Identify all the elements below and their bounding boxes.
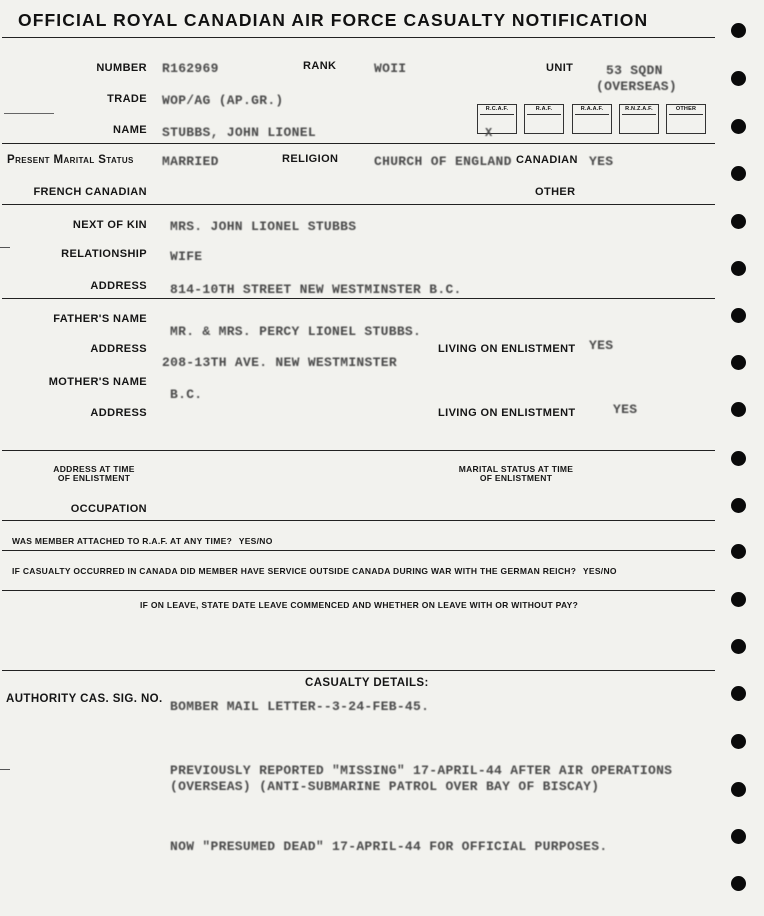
value-mother-address-cont: B.C. xyxy=(170,387,203,402)
punch-hole xyxy=(731,23,746,38)
force-box-rcaf xyxy=(477,104,517,134)
value-casualty-line1: PREVIOUSLY REPORTED "MISSING" 17-APRIL-44 AFTER AIR OPERATIONS xyxy=(170,763,673,778)
label-fathers-name: FATHER'S NAME xyxy=(53,313,147,325)
force-mark: X xyxy=(485,126,493,140)
punch-hole xyxy=(731,402,746,417)
label-line: OF ENLISTMENT xyxy=(57,473,131,483)
label-line: ADDRESS AT TIME xyxy=(53,464,135,474)
label-rank: RANK xyxy=(303,60,337,72)
margin-mark xyxy=(4,113,54,114)
divider xyxy=(2,37,715,38)
divider xyxy=(2,670,715,671)
value-relationship: WIFE xyxy=(170,249,203,264)
punch-hole xyxy=(731,451,746,466)
divider xyxy=(2,550,715,551)
punch-hole xyxy=(731,876,746,891)
value-unit-line1: 53 SQDN xyxy=(606,63,663,78)
label-father-address: ADDRESS xyxy=(90,343,147,355)
divider xyxy=(2,298,715,299)
force-box-raaf xyxy=(572,104,612,134)
label-religion: RELIGION xyxy=(282,153,339,165)
label-mothers-name: MOTHER'S NAME xyxy=(48,376,147,388)
punch-hole xyxy=(731,592,746,607)
value-father-living: YES xyxy=(589,338,614,353)
label-canadian: CANADIAN xyxy=(516,154,578,166)
force-box-other xyxy=(666,104,706,134)
leave-question: IF ON LEAVE, STATE DATE LEAVE COMMENCED AND WHETHER ON LEAVE WITH OR WITHOUT PAY? xyxy=(140,600,579,610)
value-casualty-line3: NOW "PRESUMED DEAD" 17-APRIL-44 FOR OFFICIAL PURPOSES. xyxy=(170,839,608,854)
punch-hole xyxy=(731,261,746,276)
label-line: MARITAL STATUS AT TIME xyxy=(458,464,574,474)
label-next-of-kin: NEXT OF KIN xyxy=(72,219,147,231)
label-marital-status: Present Marital Status xyxy=(7,154,134,166)
value-canadian: YES xyxy=(589,154,614,169)
punch-hole xyxy=(731,829,746,844)
divider xyxy=(2,590,715,591)
value-authority: BOMBER MAIL LETTER--3-24-FEB-45. xyxy=(170,699,430,714)
outside-canada-question-text: IF CASUALTY OCCURRED IN CANADA DID MEMBER HAVE SERVICE OUTSIDE CANADA DURING WAR WITH THE GERMAN REICH? xyxy=(12,566,577,576)
divider xyxy=(2,520,715,521)
force-box-rnzaf xyxy=(619,104,659,134)
value-trade: WOP/AG (AP.GR.) xyxy=(162,93,284,108)
label-casualty-details: CASUALTY DETAILS: xyxy=(305,677,429,689)
label-marital-at-enlistment xyxy=(445,465,587,483)
value-name: STUBBS, JOHN LIONEL xyxy=(162,125,316,140)
margin-mark xyxy=(0,247,10,248)
raf-question-answer: YES/NO xyxy=(238,536,273,546)
value-religion: CHURCH OF ENGLAND xyxy=(374,154,512,169)
label-french-canadian: FRENCH CANADIAN xyxy=(33,186,147,198)
divider xyxy=(2,143,715,144)
punch-hole xyxy=(731,166,746,181)
value-address: 814-10TH STREET NEW WESTMINSTER B.C. xyxy=(170,282,462,297)
punch-hole xyxy=(731,498,746,513)
label-address: ADDRESS xyxy=(90,280,147,292)
force-box-raf xyxy=(524,104,564,134)
label-living-on-enlistment: LIVING ON ENLISTMENT xyxy=(438,407,576,419)
value-father-address: 208-13TH AVE. NEW WESTMINSTER xyxy=(162,355,397,370)
divider xyxy=(2,204,715,205)
value-next-of-kin: MRS. JOHN LIONEL STUBBS xyxy=(170,219,357,234)
force-box-label: R.A.A.F. xyxy=(580,106,604,112)
value-number: R162969 xyxy=(162,61,219,76)
margin-mark xyxy=(0,769,10,770)
punch-hole xyxy=(731,214,746,229)
label-authority: AUTHORITY CAS. SIG. NO. xyxy=(6,693,163,705)
force-box-label: R.A.F. xyxy=(535,106,553,112)
punch-hole xyxy=(731,639,746,654)
outside-canada-answer: YES/NO xyxy=(582,566,617,576)
force-box-label: OTHER xyxy=(675,106,697,112)
value-casualty-line2: (OVERSEAS) (ANTI-SUBMARINE PATROL OVER BAY OF BISCAY) xyxy=(170,779,600,794)
value-fathers-name: MR. & MRS. PERCY LIONEL STUBBS. xyxy=(170,324,422,339)
label-line: OF ENLISTMENT xyxy=(479,473,553,483)
punch-hole xyxy=(731,544,746,559)
value-rank: WOII xyxy=(374,61,407,76)
divider xyxy=(2,450,715,451)
raf-question-text: WAS MEMBER ATTACHED TO R.A.F. AT ANY TIME? xyxy=(12,536,233,546)
punch-hole xyxy=(731,71,746,86)
label-unit: UNIT xyxy=(546,62,574,74)
punch-hole xyxy=(731,686,746,701)
punch-hole xyxy=(731,119,746,134)
raf-question xyxy=(12,536,273,546)
label-mother-address: ADDRESS xyxy=(90,407,147,419)
label-living-on-enlistment: LIVING ON ENLISTMENT xyxy=(438,343,576,355)
label-address-at-enlistment xyxy=(40,465,148,483)
force-box-label: R.N.Z.A.F. xyxy=(625,106,653,112)
force-box-label: R.C.A.F. xyxy=(485,106,509,112)
punch-hole xyxy=(731,782,746,797)
label-number: NUMBER xyxy=(96,62,147,74)
label-trade: TRADE xyxy=(107,93,147,105)
label-name: NAME xyxy=(113,124,147,136)
label-other: OTHER xyxy=(535,186,576,198)
value-marital-status: MARRIED xyxy=(162,154,219,169)
value-unit-line2: (OVERSEAS) xyxy=(596,79,678,94)
outside-canada-question xyxy=(12,566,617,576)
punch-hole xyxy=(731,308,746,323)
label-relationship: RELATIONSHIP xyxy=(61,248,147,260)
label-occupation: OCCUPATION xyxy=(70,503,147,515)
value-mother-living: YES xyxy=(613,402,638,417)
punch-hole xyxy=(731,355,746,370)
form-title: OFFICIAL ROYAL CANADIAN AIR FORCE CASUALTY NOTIFICATION xyxy=(18,10,649,30)
punch-hole xyxy=(731,734,746,749)
